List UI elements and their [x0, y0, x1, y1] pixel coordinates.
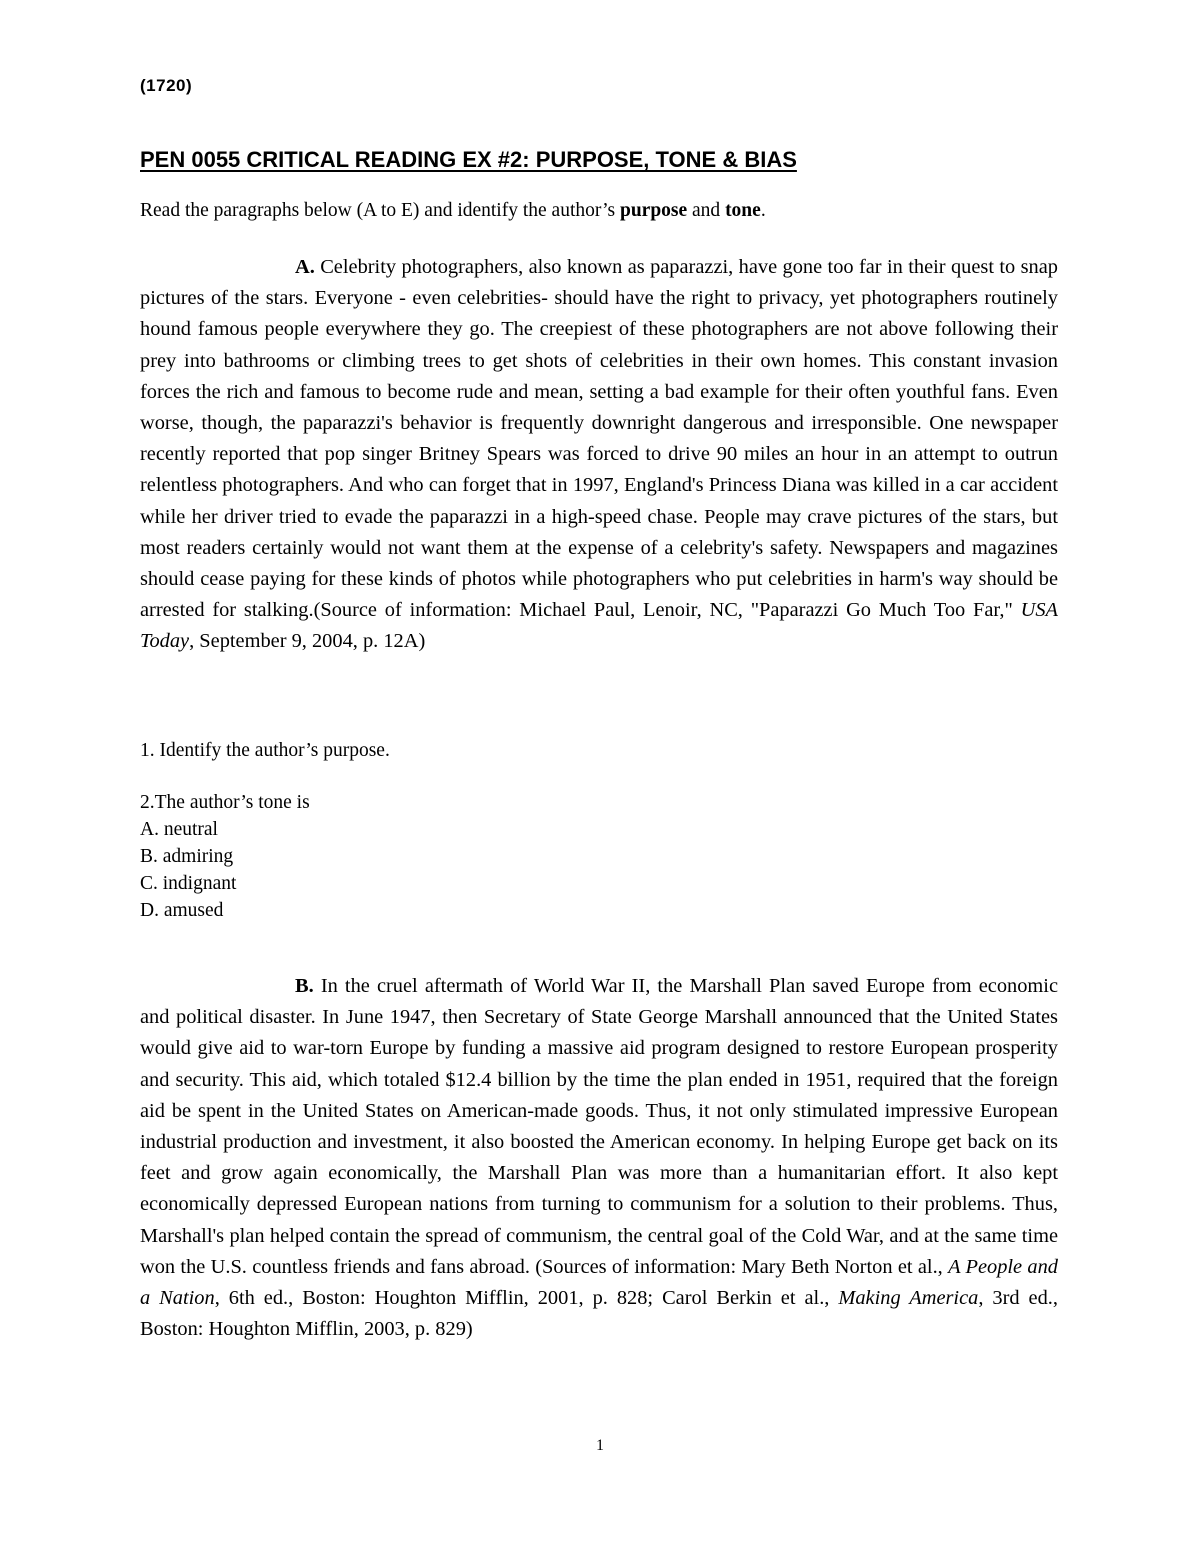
passage-b-source1-tail: , 6th ed., Boston: Houghton Mifflin, 2001, p. 828; Carol Berkin et al.,	[214, 1287, 839, 1310]
passage-a	[140, 252, 1058, 658]
instructions-text-before: Read the paragraphs below (A to E) and identify the author’s	[140, 200, 620, 221]
instructions-tone-word: tone	[725, 200, 761, 221]
question-1: 1. Identify the author’s purpose.	[140, 740, 390, 761]
option-c: C. indignant	[140, 873, 237, 894]
option-d: D. amused	[140, 900, 224, 921]
passage-b-source2-tail: , 3rd ed., Boston: Houghton Mifflin, 2003, p. 829)	[140, 1287, 1059, 1341]
option-b: B. admiring	[140, 846, 234, 867]
instructions	[140, 200, 766, 222]
passage-b-label: B.	[295, 975, 314, 997]
instructions-purpose-word: purpose	[619, 200, 688, 221]
tone-options-list	[140, 816, 236, 924]
passage-a-source-tail: , September 9, 2004, p. 12A)	[189, 630, 426, 653]
option-a: A. neutral	[140, 819, 218, 840]
passage-b	[140, 971, 1058, 1345]
document-code: (1720)	[140, 76, 193, 95]
page-number: 1	[596, 1437, 604, 1454]
page-title: PEN 0055 CRITICAL READING EX #2: PURPOSE, TONE & BIAS	[140, 147, 797, 172]
instructions-text-after: .	[760, 200, 766, 221]
instructions-text-middle: and	[687, 200, 726, 221]
passage-b-body: In the cruel aftermath of World War II, the Marshall Plan saved Europe from economic and political disaster. In June 1947, then Secretary of State George Marshall announced that the United States would give aid to war-torn Europe by funding a massive aid program designed to restore European prosperity and security. This aid, which totaled $12.4 billion by the time the plan ended in 1951, required that the foreign aid be spent in the United States on American-made goods. Thus, it not only stimulated impressive European industrial production and investment, it also boosted the American economy. In helping Europe get back on its feet and grow again economically, the Marshall Plan was more than a humanitarian effort. It also kept economically depressed European nations from turning to communism for a solution to their problems. Thus, Marshall's plan helped contain the spread of communism, the central goal of the Cold War, and at the same time won the U.S. countless friends and fans abroad. (Sources of information: Mary Beth Norton et al.,	[140, 975, 1058, 1278]
passage-a-body: Celebrity photographers, also known as paparazzi, have gone too far in their quest to snap pictures of the stars. Everyone - even celebrities- should have the right to privacy, yet photographers routinely hound famous people everywhere they go. The creepiest of these photographers are not above following their prey into bathrooms or climbing trees to get shots of celebrities in their own homes. This constant invasion forces the rich and famous to become rude and mean, setting a bad example for their often youthful fans. Even worse, though, the paparazzi's behavior is frequently downright dangerous and irresponsible. One newspaper recently reported that pop singer Britney Spears was forced to drive 90 miles an hour in an attempt to outrun relentless photographers. And who can forget that in 1997, England's Princess Diana was killed in a car accident while her driver tried to evade the paparazzi in a high-speed chase. People may crave pictures of the stars, but most readers certainly would not want them at the expense of a celebrity's safety. Newspapers and magazines should cease paying for these kinds of photos while photographers who put celebrities in harm's way should be arrested for stalking.(Source of information: Michael Paul, Lenoir, NC, "Paparazzi Go Much Too Far,"	[140, 256, 1058, 622]
passage-b-source1-title: A People and a Nation	[140, 1255, 1058, 1310]
passage-a-source-title: USA Today	[140, 599, 1058, 653]
passage-b-source2-title: Making America	[838, 1287, 979, 1310]
question-2: 2.The author’s tone is	[140, 792, 310, 813]
passage-a-label: A.	[295, 256, 315, 278]
